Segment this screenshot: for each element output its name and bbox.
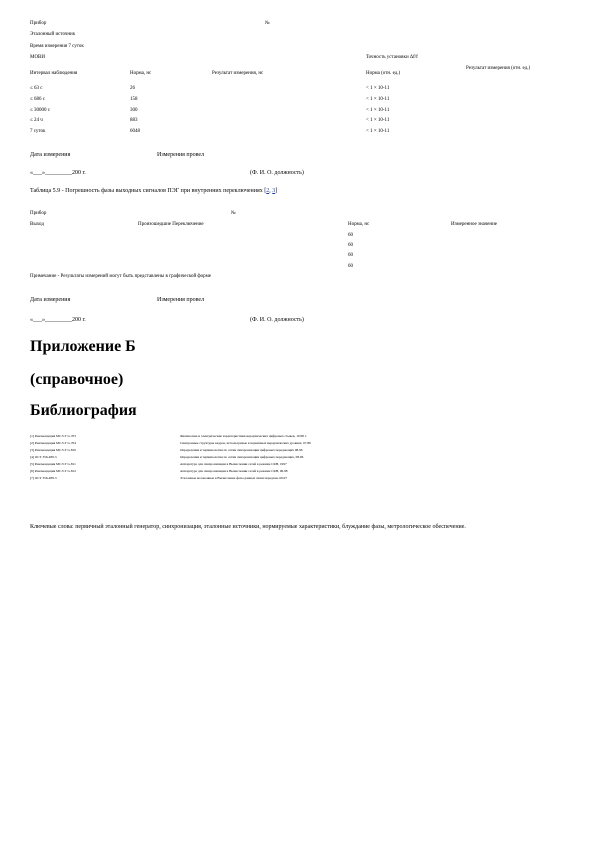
table-row-5-interval: 7 суток [30, 129, 46, 134]
table2-caption-text: Таблица 5.9 - Погрешность фазы выходных сигналов ПЭГ при внутренних переключениях [30, 188, 263, 194]
fio-label: (Ф. И. О. должность) [250, 170, 304, 176]
measurement-date-label-2: Дата измерения [30, 297, 71, 303]
reference-link-3[interactable]: 3 [272, 188, 276, 194]
mtie-label: МОВИ [30, 55, 46, 60]
bib-entry-7-desc: Эталонные волоконные в Вычисление фазы данных связи передачи, 06.97 [180, 476, 288, 480]
bib-entry-1-desc: Физические и электрические характеристики иерархических цифровых стыков, 10.98 г. [180, 434, 307, 438]
bib-entry-6-ref: [6] Рекомендация МСЭ-Т G.812 [30, 469, 76, 473]
keywords-paragraph: Ключевые слова: первичный эталонный генератор, синхронизация, эталонные источники, нормируемые характеристики, блуждание фазы, метрологическое обеспечение. [30, 524, 466, 530]
table2-col-output: Выход [30, 222, 44, 227]
table-row-5-norm: 6048 [130, 129, 140, 134]
measurement-date-label: Дата измерения [30, 152, 71, 158]
table2-device-label: Прибор [30, 211, 47, 216]
table2-col-measured: Измеренное значение [451, 222, 497, 227]
table2-number-sign: № [231, 211, 236, 216]
table-row-4-norm-rel: < 1 × 10-11 [366, 118, 390, 123]
table-row-3-interval: ≤ 30000 с [30, 108, 50, 113]
table-row-1-norm-rel: < 1 × 10-11 [366, 86, 390, 91]
appendix-subtitle: (справочное) [30, 371, 124, 388]
date-line-2: «___»_________200 г. [30, 317, 86, 323]
table2-caption [30, 188, 277, 195]
table2-col-norm: Норма, нс [348, 222, 370, 227]
table2-caption-ref-open: [ [264, 188, 267, 194]
col-norm-rel-header: Норма (отн. ед.) [366, 71, 401, 76]
bib-entry-3-ref: [3] Рекомендация МСЭ-Т G.810 [30, 448, 76, 452]
bib-entry-6-desc: Аппаратура для синхронизации в Вычислении сетей в режиме СКН, 06.98 [180, 469, 288, 473]
table-row-1-norm: 26 [130, 86, 135, 91]
table-row-2-norm: 158 [130, 97, 138, 102]
table-row-1-interval: ≤ 63 с [30, 86, 43, 91]
bib-entry-2-desc: Синхронные структуры кадров, используемые в первичных иерархических уровнях, 07.86 [180, 441, 311, 445]
number-sign: № [265, 21, 270, 26]
bib-entry-2-ref: [2] Рекомендация МСЭ-Т G.704 [30, 441, 76, 445]
table2-norm-1: 60 [348, 233, 353, 238]
fio-label-2: (Ф. И. О. должность) [250, 317, 304, 323]
note-text: Примечание - Результаты измерений могут быть представлены в графической форме [30, 274, 211, 279]
appendix-title: Приложение Б [30, 338, 136, 355]
date-line: «___»_________200 г. [30, 170, 86, 176]
table-row-3-norm: 300 [130, 108, 138, 113]
col-norm-header: Норма, нс [130, 71, 152, 76]
performed-by-label-2: Измерения провел [157, 297, 205, 303]
table2-caption-ref-sep: , [269, 188, 273, 194]
bib-entry-7-ref: [7] ОСТ 356-489-3 [30, 476, 57, 480]
bib-entry-1-ref: [1] Рекомендация МСЭ-Т G.703 [30, 434, 76, 438]
table2-caption-ref-close: ] [275, 188, 278, 194]
device-label: Прибор [30, 21, 47, 26]
col-interval-header: Интервал наблюдения [30, 71, 78, 76]
table-row-2-norm-rel: < 1 × 10-11 [366, 97, 390, 102]
bib-entry-4-desc: Определения и терминология по сетям синхронизации цифровых передающих, 08.96 [180, 455, 304, 459]
bib-entry-5-desc: Аппаратура для синхронизации в Вычислении сетей в режиме СКН, 1997 [180, 462, 287, 466]
table2-norm-4: 60 [348, 264, 353, 269]
performed-by-label: Измерения провел [157, 152, 205, 158]
table2-norm-3: 60 [348, 253, 353, 258]
table-row-4-interval: ≤ 24 ч [30, 118, 43, 123]
bibliography-heading: Библиография [30, 402, 137, 419]
table-row-3-norm-rel: < 1 × 10-11 [366, 108, 390, 113]
bib-entry-3-desc: Определения и терминология по сетям синхронизации цифровых передающих 08.96 [180, 448, 303, 452]
col-result-rel-header: Результат измерения (отн. ед.) [466, 66, 531, 71]
ref-source-label: Эталонный источник [30, 32, 76, 37]
bib-entry-5-ref: [5] Рекомендация МСЭ-Т G.811 [30, 462, 76, 466]
reference-link-2[interactable]: 2 [266, 188, 270, 194]
table2-norm-2: 60 [348, 243, 353, 248]
bib-entry-4-ref: [4] ОСТ 356-489-3 [30, 455, 57, 459]
table-row-2-interval: ≤ 686 с [30, 97, 45, 102]
table2-col-switching: Произошедшие Переключение [138, 222, 204, 227]
table-row-4-norm: 883 [130, 118, 138, 123]
accuracy-label: Точность установки Δf/f [366, 55, 418, 60]
col-result-header: Результат измерения, нс [212, 71, 264, 76]
table-row-5-norm-rel: < 1 × 10-11 [366, 129, 390, 134]
time-label: Время измерения 7 суток [30, 44, 84, 49]
